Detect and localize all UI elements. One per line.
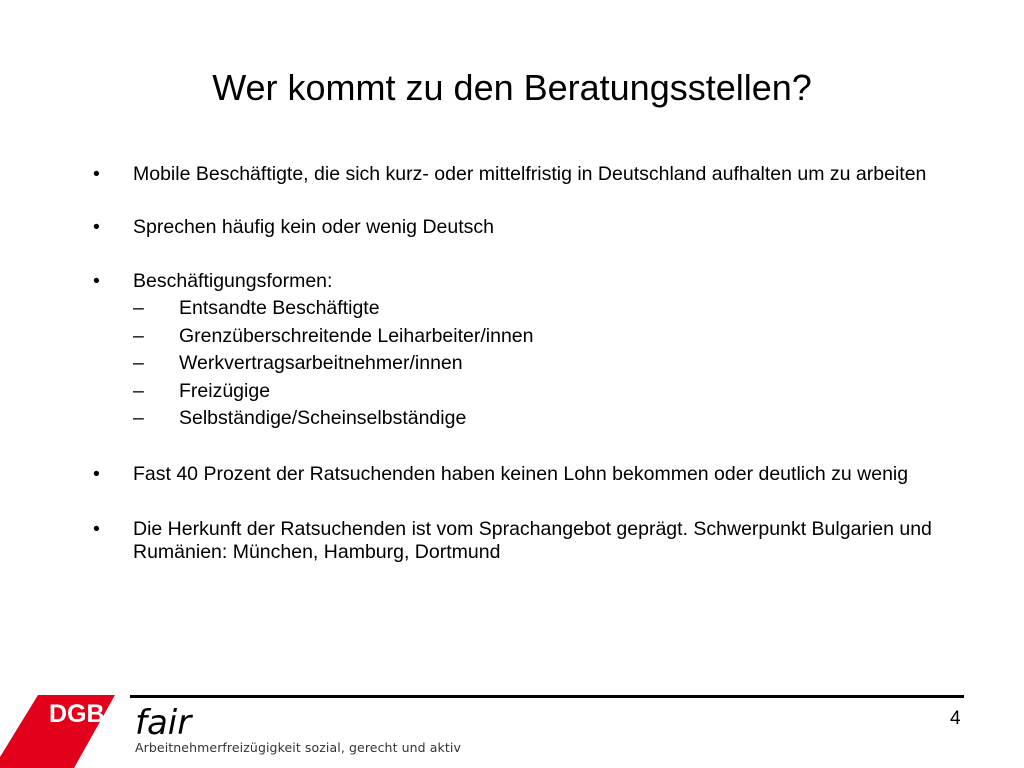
- sub-list: [133, 295, 933, 433]
- sub-list-item: [133, 295, 933, 323]
- bullet-item: [93, 216, 933, 239]
- slide-title: Wer kommt zu den Beratungsstellen?: [212, 67, 812, 108]
- sub-list-marker: –: [133, 379, 144, 402]
- sub-list-text: Entsandte Beschäftigte: [179, 297, 380, 319]
- sub-list-marker: –: [133, 324, 144, 347]
- sub-list-text: Werkvertragsarbeitnehmer/innen: [179, 352, 463, 374]
- bullet-text: Sprechen häufig kein oder wenig Deutsch: [133, 216, 494, 238]
- sub-list-text: Grenzüberschreitende Leiharbeiter/innen: [179, 324, 534, 347]
- fair-logo: [133, 702, 223, 742]
- bullet-text: Mobile Beschäftigte, die sich kurz- oder mittelfristig in Deutschland aufhalten um zu arbeiten: [133, 163, 927, 185]
- bullet-item: [93, 463, 933, 486]
- dgb-logo: [0, 695, 115, 768]
- bullet-marker: •: [93, 163, 100, 185]
- sub-list-item: [133, 350, 933, 378]
- sub-list-item: [133, 378, 933, 406]
- fair-logo-text: fair: [135, 703, 192, 742]
- sub-list-marker: –: [133, 407, 144, 429]
- bullet-text: Fast 40 Prozent der Ratsuchenden haben keinen Lohn bekommen oder deutlich zu wenig: [133, 462, 909, 485]
- bullet-marker: •: [93, 517, 100, 540]
- bullet-marker: •: [93, 270, 100, 292]
- bullet-list: [93, 163, 933, 588]
- sub-list-item: [133, 405, 933, 433]
- dgb-logo-text: DGB: [49, 700, 105, 728]
- sub-list-marker: –: [133, 297, 144, 319]
- footer-tagline: Arbeitnehmerfreizügigkeit sozial, gerecht und aktiv: [135, 740, 461, 755]
- sub-list-text: Freizügige: [179, 379, 271, 402]
- sub-list-text: Selbständige/Scheinselbständige: [179, 407, 467, 429]
- bullet-item: [93, 518, 933, 564]
- bullet-text: Die Herkunft der Ratsuchenden ist vom Sprachangebot geprägt. Schwerpunkt Bulgarien und Rumänien: München, Hamburg, Dortmund: [133, 517, 932, 563]
- footer-divider: [130, 695, 964, 698]
- page-number: 4: [950, 708, 961, 729]
- bullet-item: [93, 163, 933, 186]
- sub-list-item: [133, 323, 933, 351]
- sub-list-marker: –: [133, 352, 144, 374]
- bullet-marker: •: [93, 462, 100, 485]
- bullet-item: [93, 270, 933, 433]
- bullet-text: Beschäftigungsformen:: [133, 270, 333, 292]
- bullet-marker: •: [93, 216, 100, 238]
